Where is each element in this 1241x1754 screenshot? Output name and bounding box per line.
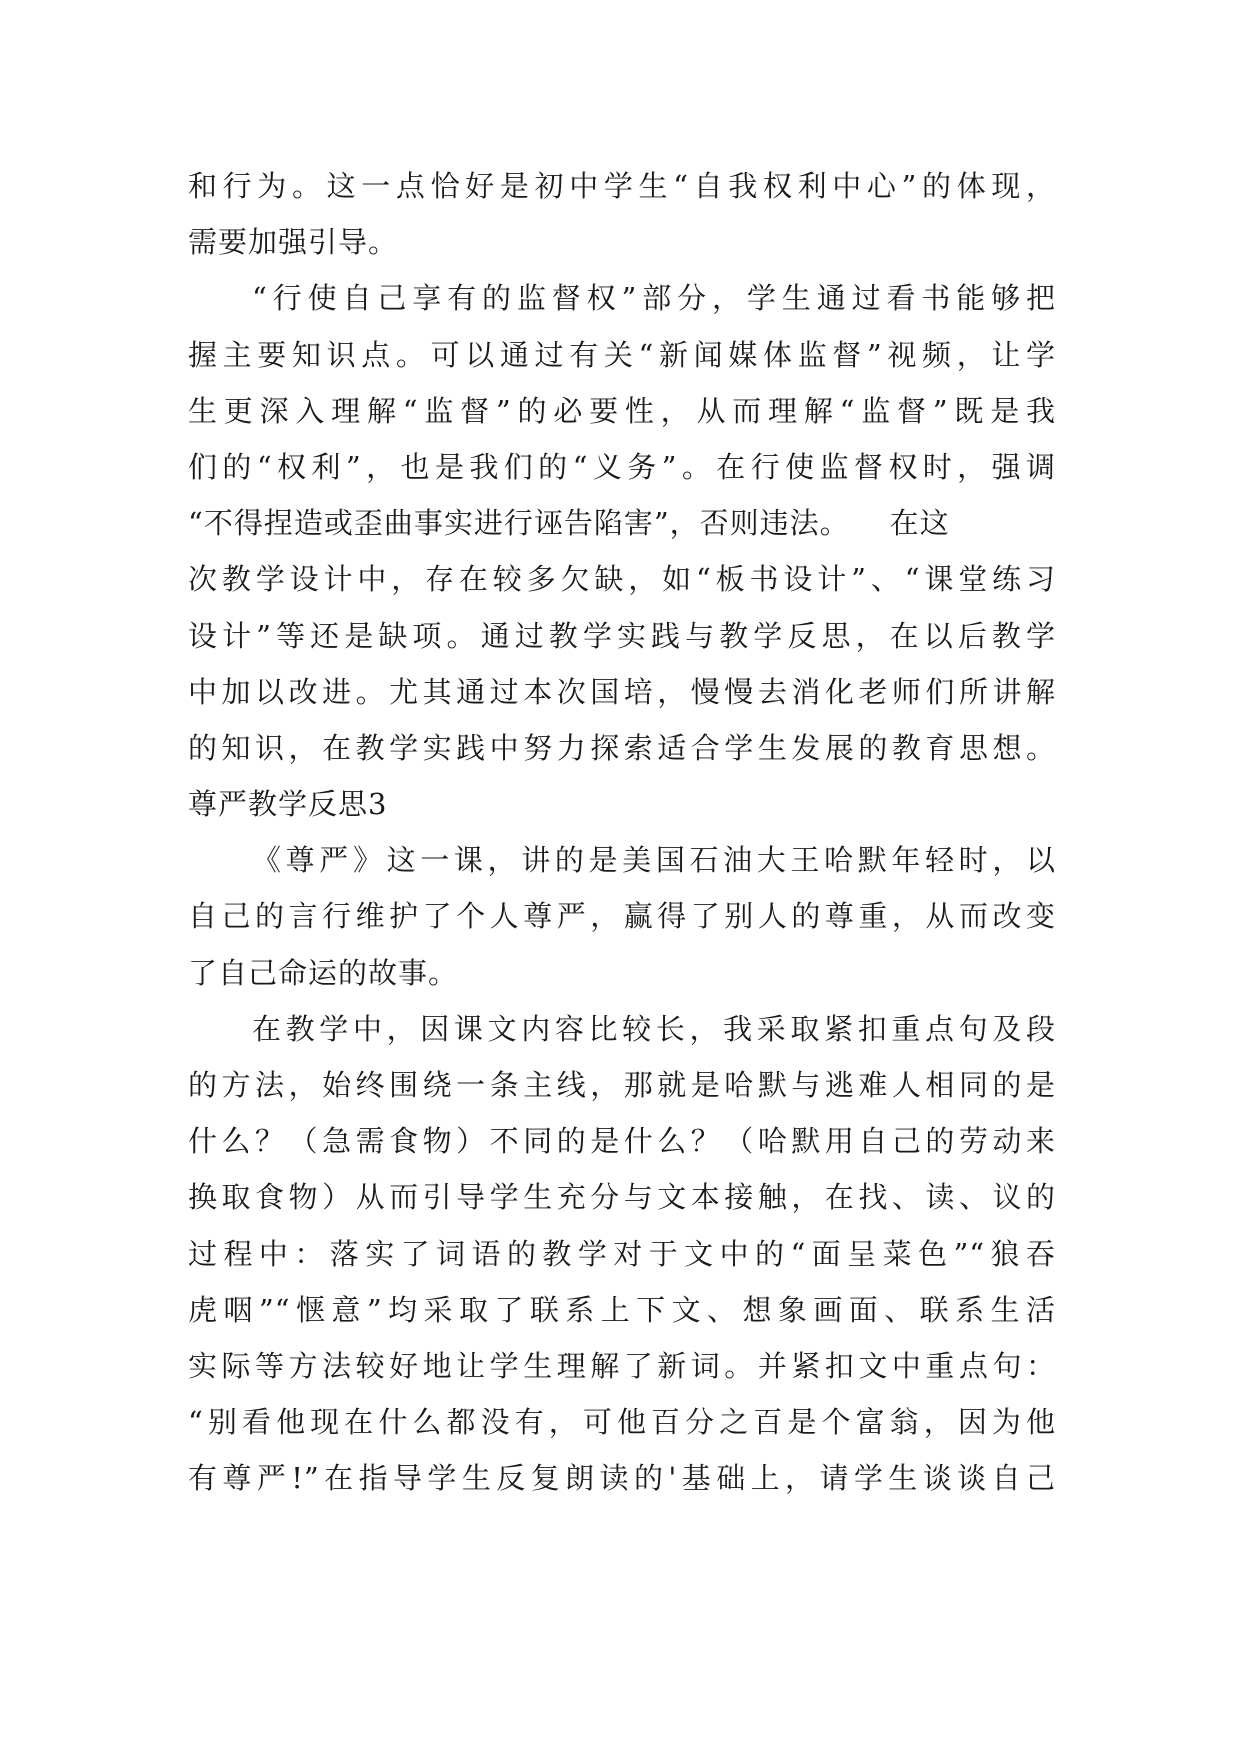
text-line: 什么？（急需食物）不同的是什么？（哈默用自己的劳动来	[188, 1124, 1056, 1159]
document-body	[188, 158, 1056, 1507]
text-line: 们的“权利”，也是我们的“义务”。在行使监督权时，强调	[188, 449, 1056, 484]
text-line: 过程中：落实了词语的教学对于文中的“面呈菜色”“狼吞	[188, 1236, 1056, 1271]
text-line: 了自己命运的故事。	[188, 955, 459, 990]
text-line: 设计”等还是缺项。通过教学实践与教学反思，在以后教学	[188, 618, 1056, 653]
text-line: 生更深入理解“监督”的必要性，从而理解“监督”既是我	[188, 393, 1056, 428]
text-line: 需要加强引导。	[188, 225, 399, 260]
text-line: 中加以改进。尤其通过本次国培，慢慢去消化老师们所讲解	[188, 674, 1056, 709]
text-line: 的知识，在教学实践中努力探索适合学生发展的教育思想。	[188, 730, 1056, 765]
text-line: 的方法，始终围绕一条主线，那就是哈默与逃难人相同的是	[188, 1068, 1056, 1102]
paragraph-start-line: “行使自己享有的监督权”部分，学生通过看书能够把	[252, 281, 1056, 316]
text-fragment: 在这	[889, 506, 950, 541]
section-heading: 尊严教学反思3	[188, 787, 388, 822]
text-line: 有尊严!”在指导学生反复朗读的'基础上，请学生谈谈自己	[188, 1461, 1056, 1496]
text-line: 实际等方法较好地让学生理解了新词。并紧扣文中重点句：	[188, 1348, 1056, 1383]
text-line: 次教学设计中，存在较多欠缺，如“板书设计”、“课堂练习	[188, 562, 1056, 597]
paragraph-start-line: 在教学中，因课文内容比较长，我采取紧扣重点句及段	[252, 1011, 1056, 1046]
paragraph-start-line: 《尊严》这一课，讲的是美国石油大王哈默年轻时，以	[252, 843, 1056, 878]
text-line: 换取食物）从而引导学生充分与文本接触，在找、读、议的	[188, 1180, 1056, 1215]
text-line: 自己的言行维护了个人尊严，赢得了别人的尊重，从而改变	[188, 899, 1056, 934]
text-line: 握主要知识点。可以通过有关“新闻媒体监督”视频，让学	[188, 337, 1056, 372]
text-line: 和行为。这一点恰好是初中学生“自我权利中心”的体现，	[188, 169, 1056, 203]
text-fragment: “不得捏造或歪曲事实进行诬告陷害”，否则违法。	[188, 506, 850, 541]
text-line: 虎咽”“惬意”均采取了联系上下文、想象画面、联系生活	[188, 1292, 1056, 1327]
text-line: “别看他现在什么都没有，可他百分之百是个富翁，因为他	[188, 1405, 1056, 1440]
text-line	[188, 495, 1056, 551]
